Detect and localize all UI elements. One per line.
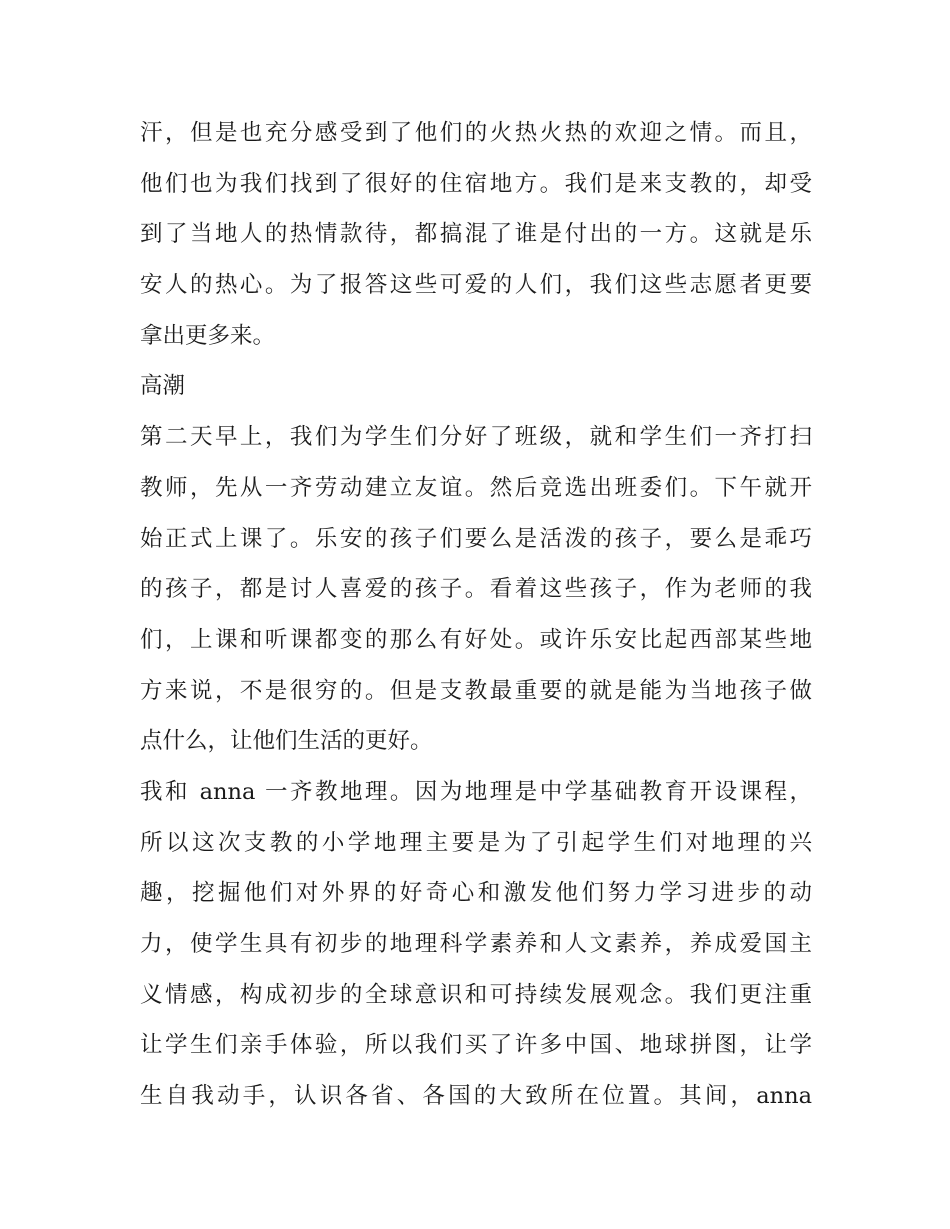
text-line: 所以这次支教的小学地理主要是为了引起学生们对地理的兴 xyxy=(140,829,812,856)
text-line: 生自我动手，认识各省、各国的大致所在位置。其间，anna xyxy=(140,1083,812,1110)
text-line: 拿出更多来。 xyxy=(140,322,276,349)
text-line: 始正式上课了。乐安的孩子们要么是活泼的孩子，要么是乖巧 xyxy=(140,525,812,552)
text-line: 到了当地人的热情款待，都搞混了谁是付出的一方。这就是乐 xyxy=(140,221,812,248)
document-body xyxy=(140,108,812,1122)
section-heading: 高潮 xyxy=(140,373,186,400)
text-line: 点什么，让他们生活的更好。 xyxy=(140,728,433,755)
text-line: 我和 anna 一齐教地理。因为地理是中学基础教育开设课程， xyxy=(140,778,812,805)
text-line: 第二天早上，我们为学生们分好了班级，就和学生们一齐打扫 xyxy=(140,424,812,451)
text-line: 的孩子，都是讨人喜爱的孩子。看着这些孩子，作为老师的我 xyxy=(140,576,812,603)
text-line: 教师，先从一齐劳动建立友谊。然后竞选出班委们。下午就开 xyxy=(140,474,812,501)
text-line: 们，上课和听课都变的那么有好处。或许乐安比起西部某些地 xyxy=(140,626,812,653)
text-line: 趣，挖掘他们对外界的好奇心和激发他们努力学习进步的动 xyxy=(140,880,812,907)
text-line: 汗，但是也充分感受到了他们的火热火热的欢迎之情。而且， xyxy=(140,120,812,146)
text-line: 力，使学生具有初步的地理科学素养和人文素养，养成爱国主 xyxy=(140,931,812,957)
text-line: 安人的热心。为了报答这些可爱的人们，我们这些志愿者更要 xyxy=(140,272,812,299)
text-line: 方来说，不是很穷的。但是支教最重要的就是能为当地孩子做 xyxy=(140,677,812,704)
text-line: 义情感，构成初步的全球意识和可持续发展观念。我们更注重 xyxy=(140,981,812,1008)
text-line: 他们也为我们找到了很好的住宿地方。我们是来支教的，却受 xyxy=(140,170,812,197)
text-line: 让学生们亲手体验，所以我们买了许多中国、地球拼图，让学 xyxy=(140,1032,812,1059)
